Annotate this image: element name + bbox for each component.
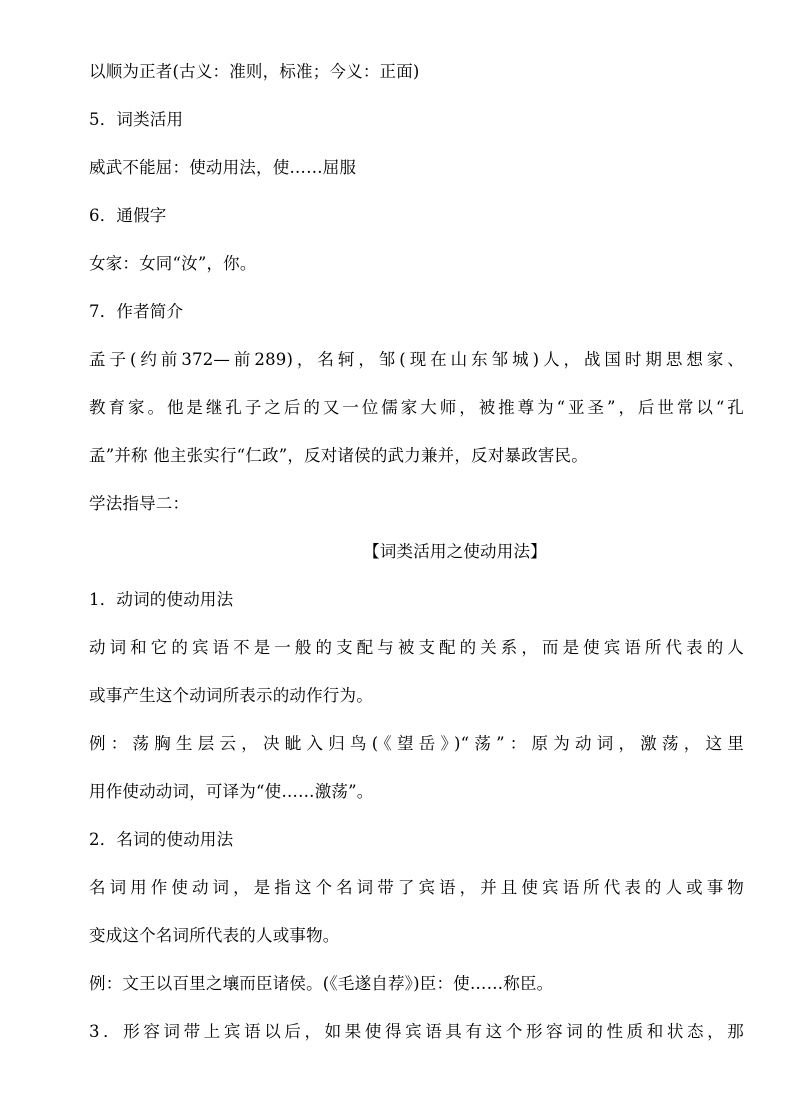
noun-causative-line-1: 名词用作使动词，是指这个名词带了宾语，并且使宾语所代表的人或事物 (89, 878, 744, 897)
section-heading-7: 7．作者简介 (89, 302, 184, 321)
section-heading-5: 5．词类活用 (89, 110, 184, 129)
verb-example-line-2: 用作使动动词，可译为“使……激荡”。 (89, 782, 374, 801)
text-line-5: 女家：女同“汝”，你。 (89, 254, 257, 273)
subsection-heading-1: 1．动词的使动用法 (89, 590, 234, 609)
topic-title: 【词类活用之使动用法】 (363, 542, 547, 561)
text-line-3: 威武不能屈：使动用法，使……屈服 (89, 158, 357, 177)
adjective-causative-line-1: 3．形容词带上宾语以后，如果使得宾语具有这个形容词的性质和状态，那 (89, 1022, 744, 1041)
verb-causative-line-1: 动词和它的宾语不是一般的支配与被支配的关系，而是使宾语所代表的人 (89, 638, 744, 657)
subsection-heading-2: 2．名词的使动用法 (89, 830, 234, 849)
author-intro-line-2: 教育家。他是继孔子之后的又一位儒家大师，被推尊为“亚圣”，后世常以“孔 (89, 398, 744, 417)
verb-example-line-1: 例：荡胸生层云，决眦入归鸟(《望岳》)“荡”：原为动词，激荡，这里 (89, 734, 744, 753)
verb-causative-line-2: 或事产生这个动词所表示的动作行为。 (89, 686, 373, 705)
author-intro-line-1: 孟子(约前372—前289)，名轲，邹(现在山东邹城)人，战国时期思想家、 (89, 350, 744, 369)
section-heading-6: 6．通假字 (89, 206, 167, 225)
noun-causative-line-2: 变成这个名词所代表的人或事物。 (89, 926, 340, 945)
text-line-1: 以顺为正者(古义：准则，标准；今义：正面) (89, 62, 420, 81)
method-guide-title: 学法指导二： (89, 494, 190, 513)
author-intro-line-3: 孟”并称 他主张实行“仁政”，反对诸侯的武力兼并，反对暴政害民。 (89, 446, 588, 465)
noun-example-line: 例：文王以百里之壤而臣诸侯。(《毛遂自荐》)臣：使……称臣。 (89, 974, 554, 993)
